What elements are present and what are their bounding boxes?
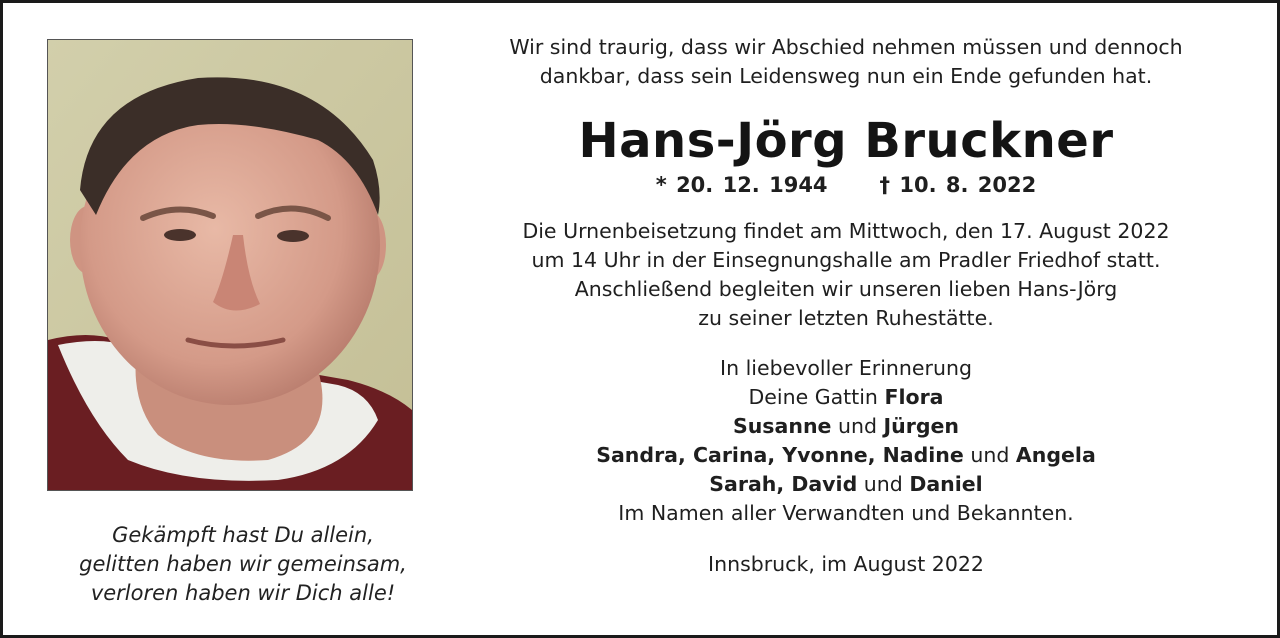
intro-line: dankbar, dass sein Leidensweg nun ein Ende gefunden hat. xyxy=(539,64,1153,88)
announcement-text xyxy=(443,33,1249,579)
mourner-names: Angela xyxy=(1015,443,1096,467)
ceremony-text xyxy=(443,217,1249,333)
deceased-name: Hans-Jörg Bruckner xyxy=(578,113,1114,169)
portrait-illustration xyxy=(48,40,412,490)
poem-line: gelitten haben wir gemeinsam, xyxy=(79,552,407,576)
mourner-line-children xyxy=(443,412,1249,441)
mourner-names: Daniel xyxy=(909,472,983,496)
poem-line: Gekämpft hast Du allein, xyxy=(112,523,374,547)
conjunction: und xyxy=(863,472,903,496)
place-date: Innsbruck, im August 2022 xyxy=(708,552,984,576)
intro-text xyxy=(443,33,1249,91)
ceremony-line: Anschließend begleiten wir unseren lieben Hans-Jörg xyxy=(574,277,1118,301)
mourner-names: Sarah, David xyxy=(709,472,858,496)
mourner-names: Susanne xyxy=(732,414,832,438)
intro-line: Wir sind traurig, dass wir Abschied nehmen müssen und dennoch xyxy=(509,35,1183,59)
death-date: † 10. 8. 2022 xyxy=(879,173,1037,197)
mourner-line-grandchildren xyxy=(443,441,1249,470)
mourner-line-wife xyxy=(443,383,1249,412)
wife-name: Flora xyxy=(884,385,944,409)
mourner-names: Sandra, Carina, Yvonne, Nadine xyxy=(596,443,964,467)
life-dates xyxy=(443,171,1249,199)
mourner-line-great-grandchildren xyxy=(443,470,1249,499)
ceremony-line: zu seiner letzten Ruhestätte. xyxy=(698,306,994,330)
ceremony-line: um 14 Uhr in der Einsegnungshalle am Pradler Friedhof statt. xyxy=(531,248,1161,272)
mourners-list xyxy=(443,383,1249,528)
memory-heading: In liebevoller Erinnerung xyxy=(720,356,972,380)
conjunction: und xyxy=(837,414,877,438)
poem-line: verloren haben wir Dich alle! xyxy=(90,581,396,605)
mourner-line-relatives: Im Namen aller Verwandten und Bekannten. xyxy=(618,501,1074,525)
ceremony-line: Die Urnenbeisetzung findet am Mittwoch, den 17. August 2022 xyxy=(522,219,1170,243)
mourner-names: Jürgen xyxy=(883,414,960,438)
conjunction: und xyxy=(970,443,1010,467)
birth-date: * 20. 12. 1944 xyxy=(655,173,828,197)
portrait-photo xyxy=(47,39,413,491)
wife-prefix: Deine Gattin xyxy=(748,385,878,409)
poem xyxy=(23,521,463,608)
